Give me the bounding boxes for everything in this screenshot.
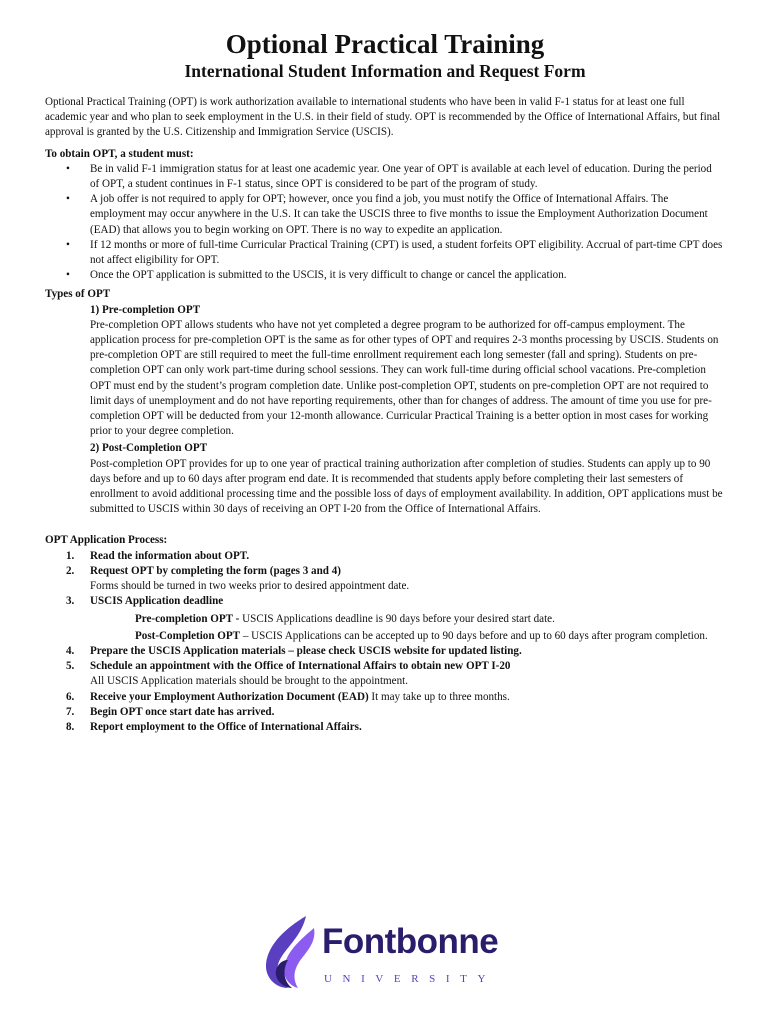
pre-completion-heading: 1) Pre-completion OPT [90, 303, 201, 316]
process-step: 2. Request OPT by completing the form (pages 3 and 4) Forms should be turned in two weeks prior to desired appointment date. [66, 564, 410, 593]
page-title: Optional Practical Training [225, 29, 545, 59]
fontbonne-flame-icon [262, 914, 322, 990]
process-step: 1. Read the information about OPT. [66, 549, 250, 562]
pre-completion-deadline: Pre-completion OPT - USCIS Applications deadline is 90 days before your desired start date. [135, 612, 555, 625]
bullet-icon: • [66, 269, 70, 282]
process-section [45, 533, 723, 735]
step-note: Forms should be turned in two weeks prior to desired appointment date. [90, 580, 410, 593]
bullet-icon: • [66, 238, 70, 251]
process-step: 4. Prepare the USCIS Application materials – please check USCIS website for updated listing. [66, 644, 522, 657]
types-heading: Types of OPT [45, 288, 111, 301]
types-section [45, 287, 723, 517]
fontbonne-logo [262, 914, 512, 990]
intro-paragraph: Optional Practical Training (OPT) is work authorization available to international students who have been in valid F-1 status for at least one full academic year and who plan to seek employment in the U.S. in their field of study. OPT is recommended by the Office of International Affairs, but final approval is granted by the U.S. Citizenship and Immigration Service (USCIS). [45, 96, 721, 139]
post-completion-deadline: Post-Completion OPT – USCIS Applications can be accepted up to 90 days before and up to 60 days after program completion. [135, 629, 708, 642]
list-item: • A job offer is not required to apply for OPT; however, once you find a job, you must notify the Office of International Affairs. The employment may occur anywhere in the U.S. It can take the USCIS three to five months to issue the Employment Authorization Document (EAD) that allows you to begin working on OPT. There is no way to expedite an application. [66, 193, 708, 236]
process-step: 5. Schedule an appointment with the Office of International Affairs to obtain new OPT I-20 All USCIS Application materials should be brought to the appointment. [66, 660, 511, 688]
process-heading: OPT Application Process: [45, 534, 168, 547]
list-item: • If 12 months or more of full-time Curricular Practical Training (CPT) is used, a student forfeits OPT eligibility. Accrual of part-time CPT does not affect eligibility for OPT. [66, 238, 723, 267]
post-completion-heading: 2) Post-Completion OPT [90, 442, 208, 455]
process-step: 6. Receive your Employment Authorization Document (EAD) It may take up to three months. [66, 690, 510, 703]
bullet-icon: • [66, 193, 70, 206]
list-item: • Be in valid F-1 immigration status for at least one academic year. One year of OPT is available at each level of education. During the period of OPT, a student continues in F-1 status, since OPT is considered to be part of the program of study. [66, 162, 712, 191]
process-step: 8. Report employment to the Office of International Affairs. [66, 720, 362, 733]
page-subtitle: International Student Information and Request Form [184, 61, 586, 81]
requirements-heading: To obtain OPT, a student must: [45, 147, 194, 160]
brand-name: Fontbonne [322, 922, 499, 961]
brand-subtitle: UNIVERSITY [324, 973, 496, 985]
list-item: • Once the OPT application is submitted to the USCIS, it is very difficult to change or cancel the application. [45, 268, 723, 283]
post-completion-text: Post-completion OPT provides for up to one year of practical training authorization after completion of studies. Students can apply up to 90 days before and up to 60 days after program end date. It is recommended that students apply before completing their last semesters of enrollment to avoid additional processing time and the possible loss of days of employment availability. In addition, OPT applications must be submitted to USCIS within 30 days of receiving an OPT I-20 from the Office of International Affairs. [90, 457, 723, 516]
process-step: 3. USCIS Application deadline [66, 595, 224, 608]
step-note: All USCIS Application materials should be brought to the appointment. [90, 675, 408, 688]
bullet-icon: • [66, 162, 70, 175]
process-step: 7. Begin OPT once start date has arrived. [66, 705, 275, 718]
requirements-list [45, 162, 723, 284]
document-body [45, 95, 723, 735]
pre-completion-text: Pre-completion OPT allows students who have not yet completed a degree program to be authorized for off-campus employment. The application process for pre-completion OPT is the same as for other types of OPT and requires 2-3 months processing by USCIS. Students on pre-completion OPT are still required to meet the full-time enrollment requirement each long semester (fall and spring). Students on pre-completion OPT can only work part-time during school sessions. They can work full-time during official school vacations. Pre-completion OPT must end by the student’s program completion date. Unlike post-completion OPT, students on pre-completion OPT are not required to limit days of unemployment and do not have reporting requirements, other than for changes of address. The amount of time you use for pre-completion OPT will be deducted from your 12-month allowance. Curricular Practical Training is a better option in most cases for working prior to your degree completion. [90, 318, 719, 438]
